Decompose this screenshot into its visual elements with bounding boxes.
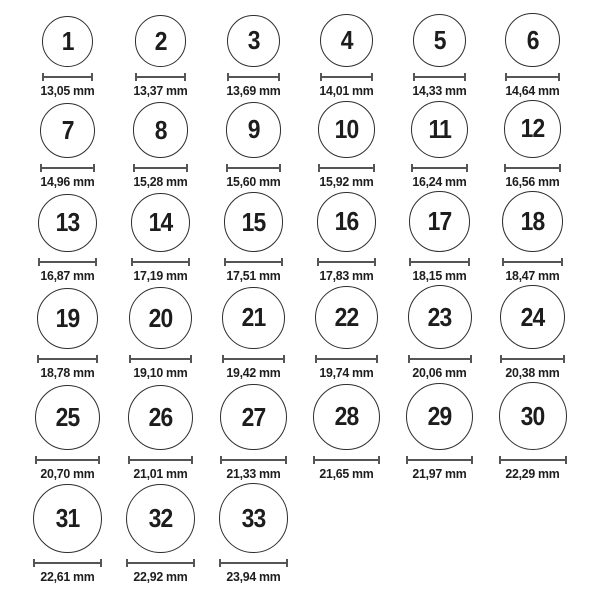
ring-circle bbox=[502, 191, 563, 252]
ring-size-item bbox=[393, 101, 486, 189]
ring-size-number: 9 bbox=[247, 114, 260, 145]
ring-size-number: 18 bbox=[520, 205, 545, 236]
ring-size-item bbox=[114, 484, 207, 584]
ring-size-number: 28 bbox=[334, 401, 359, 432]
ring-size-row bbox=[0, 285, 600, 381]
diameter-measure-line bbox=[313, 456, 380, 464]
ring-size-number: 23 bbox=[427, 301, 452, 332]
ring-size-item bbox=[114, 385, 207, 482]
diameter-measure-line bbox=[220, 456, 286, 464]
diameter-measure-line bbox=[219, 559, 289, 567]
ring-circle bbox=[313, 384, 380, 451]
ring-size-item bbox=[21, 484, 114, 584]
diameter-measure-line bbox=[33, 559, 102, 567]
diameter-measure-line bbox=[411, 164, 468, 172]
ring-size-number: 31 bbox=[55, 503, 80, 534]
ring-circle bbox=[219, 483, 289, 553]
ring-size-item bbox=[300, 286, 393, 380]
diameter-measure-line bbox=[408, 355, 472, 363]
ring-size-item bbox=[486, 100, 579, 189]
ring-size-row bbox=[0, 483, 600, 584]
diameter-measure-line bbox=[504, 164, 562, 172]
ring-circle bbox=[227, 15, 280, 68]
ring-size-number: 33 bbox=[241, 502, 266, 533]
diameter-measure-line bbox=[502, 258, 563, 266]
diameter-measure-line bbox=[318, 164, 375, 172]
ring-size-item bbox=[21, 288, 114, 381]
ring-size-number: 4 bbox=[340, 25, 353, 56]
ring-size-number: 26 bbox=[148, 402, 173, 433]
diameter-measure-line bbox=[37, 355, 99, 363]
ring-circle bbox=[35, 385, 100, 450]
ring-size-number: 1 bbox=[61, 26, 74, 57]
diameter-label: 19,10 mm bbox=[133, 365, 188, 381]
ring-size-item bbox=[300, 14, 393, 98]
diameter-label: 13,69 mm bbox=[226, 83, 281, 99]
diameter-measure-line bbox=[133, 164, 188, 172]
diameter-measure-line bbox=[40, 164, 95, 172]
ring-size-item bbox=[393, 191, 486, 283]
ring-size-item bbox=[21, 385, 114, 481]
ring-size-item bbox=[207, 15, 300, 99]
diameter-label: 16,56 mm bbox=[505, 173, 560, 189]
diameter-measure-line bbox=[38, 258, 96, 266]
ring-size-row bbox=[0, 100, 600, 189]
ring-circle bbox=[409, 191, 470, 252]
diameter-measure-line bbox=[222, 355, 285, 363]
diameter-label: 21,01 mm bbox=[133, 466, 188, 482]
diameter-label: 23,94 mm bbox=[226, 569, 281, 585]
ring-size-item bbox=[300, 192, 393, 283]
ring-size-number: 6 bbox=[526, 24, 539, 55]
ring-size-item bbox=[207, 192, 300, 282]
ring-size-item bbox=[114, 193, 207, 283]
diameter-label: 15,60 mm bbox=[226, 173, 281, 189]
ring-size-item bbox=[486, 382, 579, 481]
diameter-measure-line bbox=[131, 258, 190, 266]
ring-circle bbox=[33, 484, 102, 553]
diameter-label: 22,61 mm bbox=[40, 569, 95, 585]
ring-circle bbox=[499, 382, 567, 450]
ring-circle bbox=[131, 193, 190, 252]
diameter-measure-line bbox=[227, 73, 280, 81]
ring-size-number: 5 bbox=[433, 24, 446, 55]
ring-circle bbox=[38, 194, 96, 252]
diameter-measure-line bbox=[224, 258, 283, 266]
diameter-label: 17,51 mm bbox=[226, 267, 281, 283]
ring-size-item bbox=[393, 14, 486, 99]
ring-size-item bbox=[207, 102, 300, 189]
diameter-label: 17,83 mm bbox=[319, 267, 374, 283]
diameter-label: 15,28 mm bbox=[133, 173, 188, 189]
ring-circle bbox=[411, 101, 468, 158]
ring-size-item bbox=[486, 13, 579, 98]
ring-size-item bbox=[300, 384, 393, 482]
diameter-label: 20,38 mm bbox=[505, 365, 560, 381]
ring-size-item bbox=[300, 101, 393, 189]
ring-circle bbox=[37, 288, 99, 350]
ring-circle bbox=[505, 13, 559, 67]
ring-size-number: 22 bbox=[334, 302, 359, 333]
diameter-label: 18,15 mm bbox=[412, 267, 467, 283]
ring-size-item bbox=[207, 483, 300, 584]
ring-size-number: 13 bbox=[55, 207, 80, 238]
ring-size-grid bbox=[0, 13, 600, 584]
diameter-measure-line bbox=[135, 73, 187, 81]
ring-size-row bbox=[0, 13, 600, 98]
diameter-measure-line bbox=[500, 355, 565, 363]
diameter-measure-line bbox=[35, 456, 100, 464]
diameter-label: 20,06 mm bbox=[412, 365, 467, 381]
diameter-label: 16,24 mm bbox=[412, 173, 467, 189]
diameter-measure-line bbox=[129, 355, 191, 363]
diameter-measure-line bbox=[317, 258, 377, 266]
diameter-label: 14,01 mm bbox=[319, 83, 374, 99]
diameter-label: 14,64 mm bbox=[505, 83, 560, 99]
diameter-label: 19,42 mm bbox=[226, 365, 281, 381]
diameter-measure-line bbox=[409, 258, 470, 266]
ring-circle bbox=[318, 101, 375, 158]
ring-size-row bbox=[0, 382, 600, 481]
ring-size-number: 21 bbox=[241, 302, 266, 333]
ring-circle bbox=[315, 286, 378, 349]
diameter-measure-line bbox=[42, 73, 93, 81]
diameter-label: 21,65 mm bbox=[319, 466, 374, 482]
diameter-label: 18,47 mm bbox=[505, 267, 560, 283]
ring-size-item bbox=[114, 15, 207, 98]
diameter-label: 21,97 mm bbox=[412, 466, 467, 482]
diameter-label: 22,29 mm bbox=[505, 466, 560, 482]
diameter-label: 17,19 mm bbox=[133, 267, 188, 283]
ring-circle bbox=[128, 385, 194, 451]
ring-circle bbox=[126, 484, 195, 553]
diameter-label: 14,96 mm bbox=[40, 173, 95, 189]
ring-size-number: 19 bbox=[55, 303, 80, 334]
ring-size-item bbox=[207, 384, 300, 481]
ring-size-item bbox=[486, 285, 579, 381]
diameter-label: 19,74 mm bbox=[319, 365, 374, 381]
ring-size-number: 16 bbox=[334, 206, 359, 237]
diameter-label: 15,92 mm bbox=[319, 173, 374, 189]
diameter-measure-line bbox=[406, 456, 473, 464]
diameter-measure-line bbox=[505, 73, 559, 81]
diameter-measure-line bbox=[320, 73, 373, 81]
diameter-label: 18,78 mm bbox=[40, 365, 95, 381]
ring-circle bbox=[500, 285, 565, 350]
diameter-measure-line bbox=[499, 456, 567, 464]
diameter-label: 21,33 mm bbox=[226, 466, 281, 482]
diameter-label: 22,92 mm bbox=[133, 569, 188, 585]
ring-circle bbox=[504, 100, 562, 158]
ring-circle bbox=[406, 383, 473, 450]
ring-circle bbox=[320, 14, 373, 67]
diameter-label: 13,37 mm bbox=[133, 83, 188, 99]
ring-size-number: 11 bbox=[428, 113, 451, 144]
ring-circle bbox=[224, 192, 283, 251]
diameter-label: 20,70 mm bbox=[40, 466, 95, 482]
ring-size-number: 12 bbox=[520, 113, 545, 144]
ring-size-number: 24 bbox=[520, 301, 545, 332]
ring-size-item bbox=[21, 194, 114, 283]
ring-circle bbox=[40, 103, 95, 158]
ring-size-number: 20 bbox=[148, 302, 173, 333]
diameter-measure-line bbox=[226, 164, 282, 172]
ring-circle bbox=[408, 285, 472, 349]
ring-size-item bbox=[207, 287, 300, 381]
ring-size-number: 27 bbox=[241, 401, 266, 432]
ring-size-number: 17 bbox=[427, 206, 452, 237]
ring-circle bbox=[413, 14, 467, 68]
ring-circle bbox=[42, 16, 93, 67]
ring-circle bbox=[129, 287, 191, 349]
ring-circle bbox=[220, 384, 286, 450]
ring-size-number: 8 bbox=[154, 114, 167, 145]
ring-size-number: 3 bbox=[247, 25, 260, 56]
ring-size-row bbox=[0, 191, 600, 283]
ring-circle bbox=[222, 287, 285, 350]
ring-size-number: 32 bbox=[148, 503, 173, 534]
diameter-label: 13,05 mm bbox=[40, 83, 95, 99]
ring-circle bbox=[133, 102, 188, 157]
diameter-measure-line bbox=[315, 355, 378, 363]
diameter-measure-line bbox=[128, 456, 194, 464]
ring-size-number: 25 bbox=[55, 402, 80, 433]
ring-size-item bbox=[393, 383, 486, 481]
ring-size-item bbox=[21, 16, 114, 98]
ring-size-item bbox=[114, 287, 207, 380]
ring-size-item bbox=[486, 191, 579, 283]
ring-circle bbox=[317, 192, 377, 252]
diameter-measure-line bbox=[126, 559, 195, 567]
ring-circle bbox=[226, 102, 282, 158]
diameter-label: 14,33 mm bbox=[412, 83, 467, 99]
ring-circle bbox=[135, 15, 187, 67]
ring-size-number: 14 bbox=[148, 206, 173, 237]
ring-size-item bbox=[393, 285, 486, 380]
ring-size-number: 7 bbox=[61, 114, 74, 145]
ring-size-number: 10 bbox=[334, 114, 359, 145]
ring-size-number: 15 bbox=[241, 206, 266, 237]
ring-size-number: 30 bbox=[520, 400, 545, 431]
diameter-measure-line bbox=[413, 73, 467, 81]
ring-size-item bbox=[21, 103, 114, 189]
ring-size-number: 29 bbox=[427, 401, 452, 432]
ring-size-number: 2 bbox=[154, 25, 167, 56]
ring-size-item bbox=[114, 102, 207, 188]
diameter-label: 16,87 mm bbox=[40, 267, 95, 283]
